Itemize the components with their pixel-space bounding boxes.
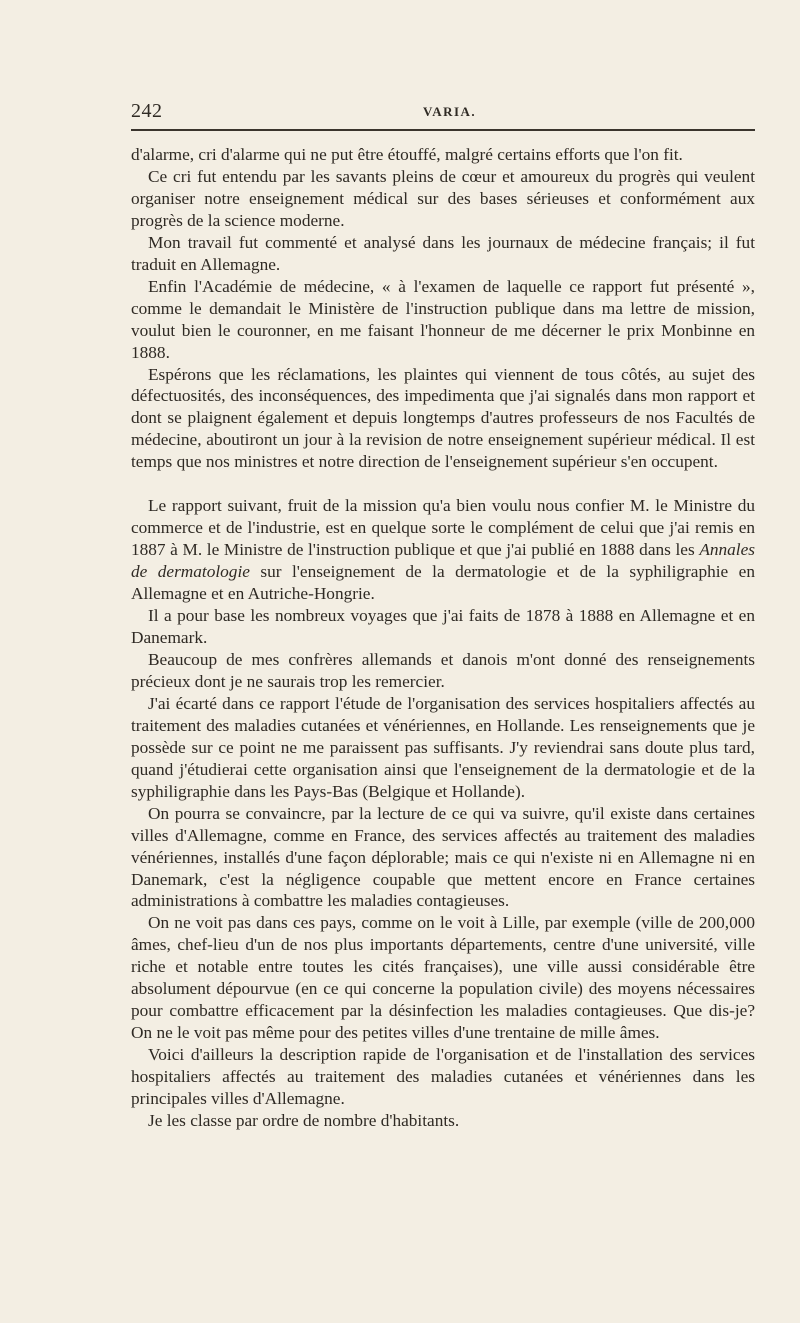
paragraph-text: Le rapport suivant, fruit de la mission qu'a bien voulu nous confier M. le Ministre du commerce et de l'industrie, est en quelque sorte le complément de celui que j'ai remis en 1887 à M. le Ministre de l'instruction publique et que j'ai publié en 1888 dans les (131, 496, 755, 560)
paragraph: Espérons que les réclamations, les plaintes qui viennent de tous côtés, au sujet des défectuosités, des inconséquences, des impedimenta que j'ai signalés dans mon rapport et dont se plaignent également et depuis longtemps d'autres professeurs de nos Facultés de médecine, aboutiront un jour à la revision de notre enseignement supérieur médical. Il est temps que nos ministres et notre direction de l'enseignement supérieur s'en occupent. (131, 364, 755, 472)
paragraph-text: sur l'enseignement de la dermatologie et de la syphiligraphie en Allemagne et en Autriche-Hongrie. (131, 562, 755, 604)
page-number: 242 (131, 100, 163, 122)
paragraph: Beaucoup de mes confrères allemands et danois m'ont donné des renseignements précieux dont je ne saurais trop les remercier. (131, 649, 755, 691)
header-rule (131, 129, 755, 131)
body-text (131, 144, 755, 1132)
paragraph: Enfin l'Académie de médecine, « à l'examen de laquelle ce rapport fut présenté », comme le demandait le Ministère de l'instruction publique dans ma lettre de mission, voulut bien le couronner, en me faisant l'honneur de me décerner le prix Monbinne en 1888. (131, 276, 755, 362)
paragraph: On ne voit pas dans ces pays, comme on le voit à Lille, par exemple (ville de 200,000 âmes, chef-lieu d'un de nos plus importants départements, centre d'une université, ville riche et notable entre toutes les cités françaises), une ville aussi considérable être absolument dépourvue (en ce qui concerne la population civile) des moyens nécessaires pour combattre efficacement par la désinfection les maladies contagieuses. Que dis-je? On ne le voit pas même pour des petites villes d'une trentaine de mille âmes. (131, 913, 755, 1043)
paragraph: Voici d'ailleurs la description rapide de l'organisation et de l'installation des services hospitaliers affectés au traitement des maladies cutanées et vénériennes dans les principales villes d'Allemagne. (131, 1045, 755, 1109)
journal-title: Annales de dermatologie (131, 540, 755, 582)
paragraph: Ce cri fut entendu par les savants pleins de cœur et amoureux du progrès qui veulent organiser notre enseignement médical sur des bases sérieuses et conformément aux progrès de la science moderne. (131, 166, 755, 230)
running-head: VARIA. (423, 104, 477, 119)
paragraph: On pourra se convaincre, par la lecture de ce qui va suivre, qu'il existe dans certaines villes d'Allemagne, comme en France, des services affectés au traitement des maladies vénériennes, installés d'une façon déplorable; mais ce qui n'existe ni en Allemagne ni en Danemark, c'est la négligence coupable que mettent encore en France certaines administrations à combattre les maladies contagieuses. (131, 803, 755, 911)
page-header (131, 100, 755, 124)
paragraph (131, 495, 755, 605)
paragraph: Mon travail fut commenté et analysé dans les journaux de médecine français; il fut traduit en Allemagne. (131, 232, 755, 274)
paragraph: Il a pour base les nombreux voyages que j'ai faits de 1878 à 1888 en Allemagne et en Danemark. (131, 606, 755, 648)
paragraph: d'alarme, cri d'alarme qui ne put être étouffé, malgré certains efforts que l'on fit. (131, 145, 683, 164)
paragraph: J'ai écarté dans ce rapport l'étude de l'organisation des services hospitaliers affectés au traitement des maladies cutanées et vénériennes, en Hollande. Les renseignements que je possède sur ce point ne me paraissent pas suffisants. J'y reviendrai sans doute plus tard, quand j'étudierai cette organisation ainsi que l'enseignement de la dermatologie et de la syphiligraphie dans les Pays-Bas (Belgique et Hollande). (131, 693, 755, 801)
paragraph: Je les classe par ordre de nombre d'habitants. (148, 1110, 460, 1130)
